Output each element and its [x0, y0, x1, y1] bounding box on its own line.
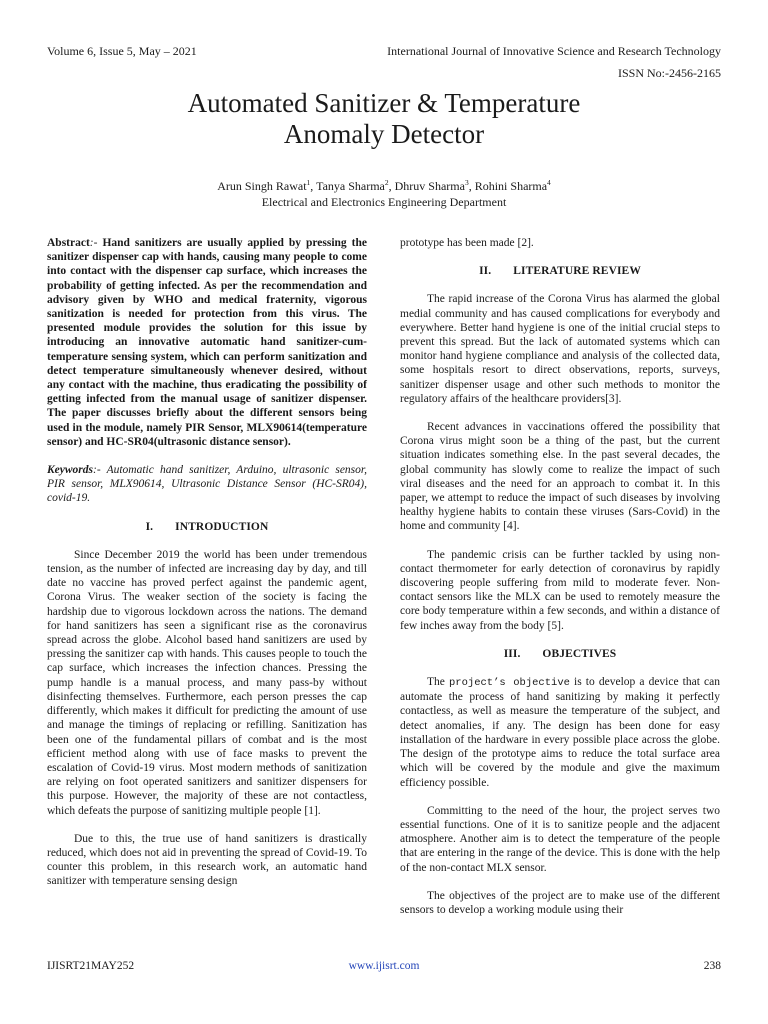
obj-paragraph-1: The project’s objective is to develop a device that can automate the process of hand sanitizing by making it perfectly contactless, as well as measure the temperature of the subject, and detect anomalies, if any. The design has been done for easy installation of the hardware in every possible place across the globe. The design of the prototype aims to reduce the total surface area which will be covered by the module and give the maximum efficiency possible.: [400, 676, 720, 789]
section-heading-introduction: I. INTRODUCTION: [145, 520, 269, 533]
lit-paragraph-1: The rapid increase of the Corona Virus has alarmed the global medial community and has caused complications for everybody and everywhere. Better hand hygiene is one of the initial crucial steps to prevent this spread. But the lack of automated systems which can monitor hand hygiene compliance and analysis of the collected data, some hospitals resort to direct observations, reports, surveys, sanitizer dispenser usage and other such methods to monitor the regulatory affairs of the healthcare providers[3].: [400, 293, 720, 405]
title-line-2: Anomaly Detector: [283, 119, 485, 149]
author-list: [0, 179, 768, 194]
author: Rohini Sharma$^4$: [474, 178, 551, 193]
obj-paragraph-2: Committing to the need of the hour, the project serves two essential functions. One of it is to sanitize people and the adjacent atmosphere. Another aim is to detect the temperature of the people that are entering in the range of the device. This is done with the help of the non-contact MLX sensor.: [400, 804, 720, 874]
lit-paragraph-2: Recent advances in vaccinations offered the possibility that Corona virus might soon be a thing of the past, but the current situation indicates something else. In the past several decades, the global community has slowly come to realize the impact of such viral diseases and the need for an approach to combat it. In this paper, we attempt to reduce the impact of such diseases by involving healthy hygiene habits to contain these viruses (Sars-Covid) in the home and community [4].: [400, 421, 720, 533]
journal-name: International Journal of Innovative Science and Research Technology: [387, 44, 721, 58]
author: Arun Singh Rawat$^1$,: [217, 178, 317, 193]
lit-paragraph-3: The pandemic crisis can be further tackled by using non- contact thermometer for early detection of coronavirus by rapidly discovering people suffering from mild to moderate fever. Non- contact sensors like the MLX can be used to remotely measure the core body temperature within a few seconds, and within a distance of few inches away from the body [5].: [400, 548, 720, 632]
abstract: Abstract:- Hand sanitizers are usually applied by pressing the sanitizer dispenser cap with hands, causing many people to come into contact with the dispenser cap surface, which increases the probability of getting infected. As per the recommendation and advisory given by WHO and medical fraternity, vigorous sanitization is needed for protection from this virus. The presented module provides the solution for this issue by introducing an innovative automatic hand sanitizer-cum- temperature sensing system, which can perform sanitization and detect temperature simultaneously whenever desired, without any contact with the machine, thus eradicating the possibility of getting infected from the manual usage of sanitizer dispenser. The paper discusses briefly about the different sensors being used in the module, namely PIR Sensor, MLX90614(temperature sensor) and HC-SR04(ultrasonic distance sensor).: [47, 237, 367, 448]
title-line-1: Automated Sanitizer & Temperature: [187, 88, 581, 118]
author: Tanya Sharma$^2$,: [316, 178, 395, 193]
intro-paragraph-2: Due to this, the true use of hand sanitizers is drastically reduced, which does not aid in preventing the spread of Covid-19. To counter this problem, in this research work, an automatic hand sanitizer with temperature sensing design: [47, 832, 367, 888]
intro-paragraph-1: Since December 2019 the world has been under tremendous tension, as the number of infected are increasing day by day, and till date no vaccine has proved perfect against the pandemic agent, Corona Virus. The weaker section of the society is facing the hardship due to vigorous lockdown across the nations. The demand for hand sanitizers has seen a significant rise as the coronavirus spread across the globe. Alcohol based hand sanitizers are used by pressing the sanitizer cap with hands. This causes people to touch the cap surface, which increases the infection chances. Pressing the pump handle is a manual process, and many pass-by without disinfecting themselves. Furthermore, each person presses the cap differently, which makes it difficult for predicting the amount of use and manage the timings of replacing or refilling. Sanitization has been one of the fundamental pillars of combat and is the most efficient method along with use of face masks to prevent the escalation of Covid-19 virus. Most modern methods of sanitization are relying on foot operated sanitizers and sanitizer dispensers for this purpose. However, the majority of these are not contactless, which defeats the purpose of sanitizing multiple people [1].: [47, 548, 367, 817]
department: Electrical and Electronics Engineering Department: [261, 195, 507, 209]
intro-paragraph-2-continued: prototype has been made [2].: [400, 237, 534, 249]
page-number: 238: [703, 960, 721, 972]
left-column: [47, 236, 367, 889]
paper-id: IJISRT21MAY252: [47, 960, 135, 972]
section-heading-literature-review: II. LITERATURE REVIEW: [479, 265, 641, 278]
issn: ISSN No:-2456-2165: [617, 66, 721, 80]
volume-info: Volume 6, Issue 5, May – 2021: [47, 44, 197, 58]
obj-paragraph-3: The objectives of the project are to make use of the different sensors to develop a working module using their: [400, 889, 720, 916]
author: Dhruv Sharma$^3$,: [394, 178, 475, 193]
paper-title: [0, 88, 768, 150]
journal-link[interactable]: www.ijisrt.com: [348, 960, 420, 972]
section-heading-objectives: III. OBJECTIVES: [503, 647, 617, 660]
right-column: [400, 236, 720, 917]
keywords: Keywords:- Automatic hand sanitizer, Arduino, ultrasonic sensor, PIR sensor, MLX90614, Ultrasonic Distance Sensor (HC-SR04), covid-19.: [47, 464, 367, 505]
